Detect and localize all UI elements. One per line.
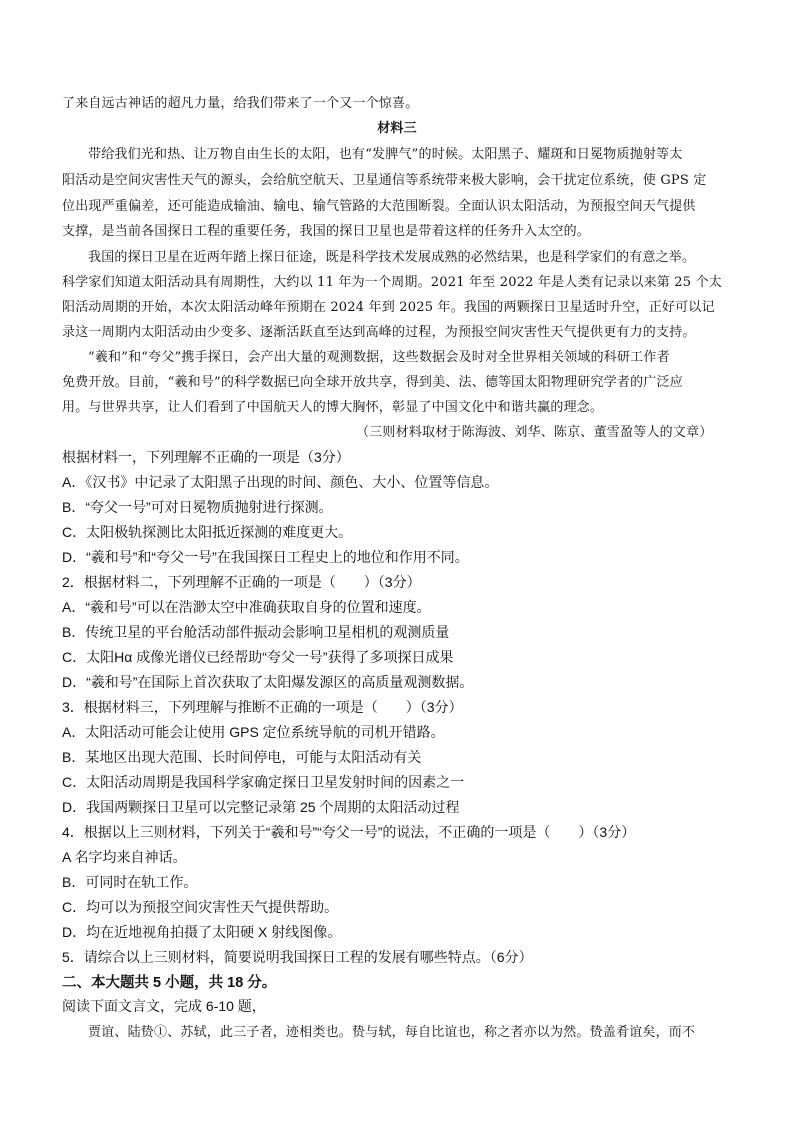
q2-option-a: A．“羲和号”可以在浩渺太空中准确获取自身的位置和速度。 (62, 599, 431, 615)
section2-instruction: 阅读下面文言文，完成 6-10 题， (62, 998, 266, 1014)
q4-option-b: B．可同时在轨工作。 (62, 874, 198, 890)
q2-option-c: C．太阳Hα 成像光谱仪已经帮助“夸父一号”获得了多项探日成果 (62, 649, 454, 665)
q3-option-a: A．太阳活动可能会让使用 GPS 定位系统导航的司机开错路。 (62, 724, 445, 740)
section2-passage-start: 贾谊、陆贽①、苏轼，此三子者，迹相类也。贽与轼，每自比谊也，称之者亦以为然。贽盖肴谊矣，而不 (88, 1025, 696, 1040)
q2-option-d: D．“羲和号”在国际上首次获取了太阳爆发源区的高质量观测数据。 (62, 674, 474, 690)
material3-p1-line3: 位出现严重偏差，还可能造成输油、输电、输气管路的大范围断裂。全面认识太阳活动，为预报空间天气提供 (62, 199, 696, 214)
q1-option-d: D．“羲和号”和“夸父一号”在我国探日工程史上的地位和作用不同。 (62, 549, 469, 565)
material3-heading: 材料三 (377, 121, 417, 136)
q2-stem: 2．根据材料二，下列理解不正确的一项是（ ）（3分） (62, 574, 421, 590)
material3-p2-line1: 我国的探日卫星在近两年踏上探日征途，既是科学技术发展成熟的必然结果，也是科学家们的有意之举。 (88, 250, 696, 265)
q2-option-b: B．传统卫星的平台舱活动部件振动会影响卫星相机的观测质量 (62, 624, 450, 640)
q4-option-a: A 名字均来自神话。 (62, 849, 187, 865)
material2-tail-line: 了来自远古神话的超凡力量，给我们带来了一个又一个惊喜。 (62, 96, 419, 111)
q1-option-a: A．《汉书》中记录了太阳黑子出现的时间、颜色、大小、位置等信息。 (62, 474, 499, 490)
q3-stem: 3．根据材料三，下列理解与推断不正确的一项是（ ）（3分） (62, 699, 463, 715)
material3-p1-line1: 带给我们光和热、让万物自由生长的太阳，也有“发脾气”的时候。太阳黑子、耀斑和日冕物质抛射等太 (88, 147, 683, 162)
section2-heading: 二、本大题共 5 小题，共 18 分。 (62, 975, 277, 991)
q3-option-c: C．太阳活动周期是我国科学家确定探日卫星发射时间的因素之一 (62, 774, 465, 790)
q4-option-c: C．均可以为预报空间灾害性天气提供帮助。 (62, 899, 339, 915)
q1-option-b: B．“夸父一号”可对日冕物质抛射进行探测。 (62, 499, 333, 515)
material3-p2-line3: 阳活动周期的开始，本次太阳活动峰年预期在 2024 年到 2025 年。我国的两颗探日卫星适时升空，正好可以记 (62, 300, 715, 315)
material3-p1-line2: 阳活动是空间灾害性天气的源头，会给航空航天、卫星通信等系统带来极大影响，会干扰定位系统，使 GPS 定 (62, 173, 707, 188)
q5-stem: 5．请综合以上三则材料，简要说明我国探日工程的发展有哪些特点。（6分） (62, 949, 533, 965)
q4-option-d: D．均在近地视角拍摄了太阳硬 X 射线图像。 (62, 924, 342, 940)
material3-p2-line2: 科学家们知道太阳活动具有周期性，大约以 11 年为一个周期。2021 年至 2022 年是人类有记录以来第 25 个太 (62, 275, 722, 290)
material3-source: （三则材料取材于陈海波、刘华、陈京、董雪盈等人的文章） (356, 425, 713, 440)
q3-option-d: D．我国两颗探日卫星可以完整记录第 25 个周期的太阳活动过程 (62, 799, 460, 815)
q3-option-b: B．某地区出现大范围、长时间停电，可能与太阳活动有关 (62, 749, 422, 765)
material3-p3-line2: 免费开放。目前，“羲和号”的科学数据已向全球开放共享，得到美、法、德等国太阳物理研究学者的广泛应 (62, 375, 683, 390)
material3-p3-line3: 用。与世界共享，让人们看到了中国航天人的博大胸怀，彰显了中国文化中和谐共赢的理念。 (62, 400, 604, 415)
material3-p3-line1: “羲和”和“夸父”携手探日，会产出大量的观测数据，这些数据会及时对全世界相关领域的科研工作者 (88, 350, 670, 365)
material3-p2-line4: 录这一周期内太阳活动由少变多、逐渐活跃直至达到高峰的过程，为预报空间灾害性天气提供更有力的支持。 (62, 325, 696, 340)
material3-p1-line4: 支撑，是当前各国探日工程的重要任务，我国的探日卫星也是带着这样的任务升入太空的。 (62, 224, 591, 239)
q4-stem: 4．根据以上三则材料，下列关于“羲和号”“夸父一号”的说法，不正确的一项是（ ）（3分） (62, 824, 636, 840)
q1-stem: 根据材料一，下列理解不正确的一项是（3分） (62, 449, 350, 465)
q1-option-c: C．太阳极轨探测比太阳抵近探测的难度更大。 (62, 524, 353, 540)
